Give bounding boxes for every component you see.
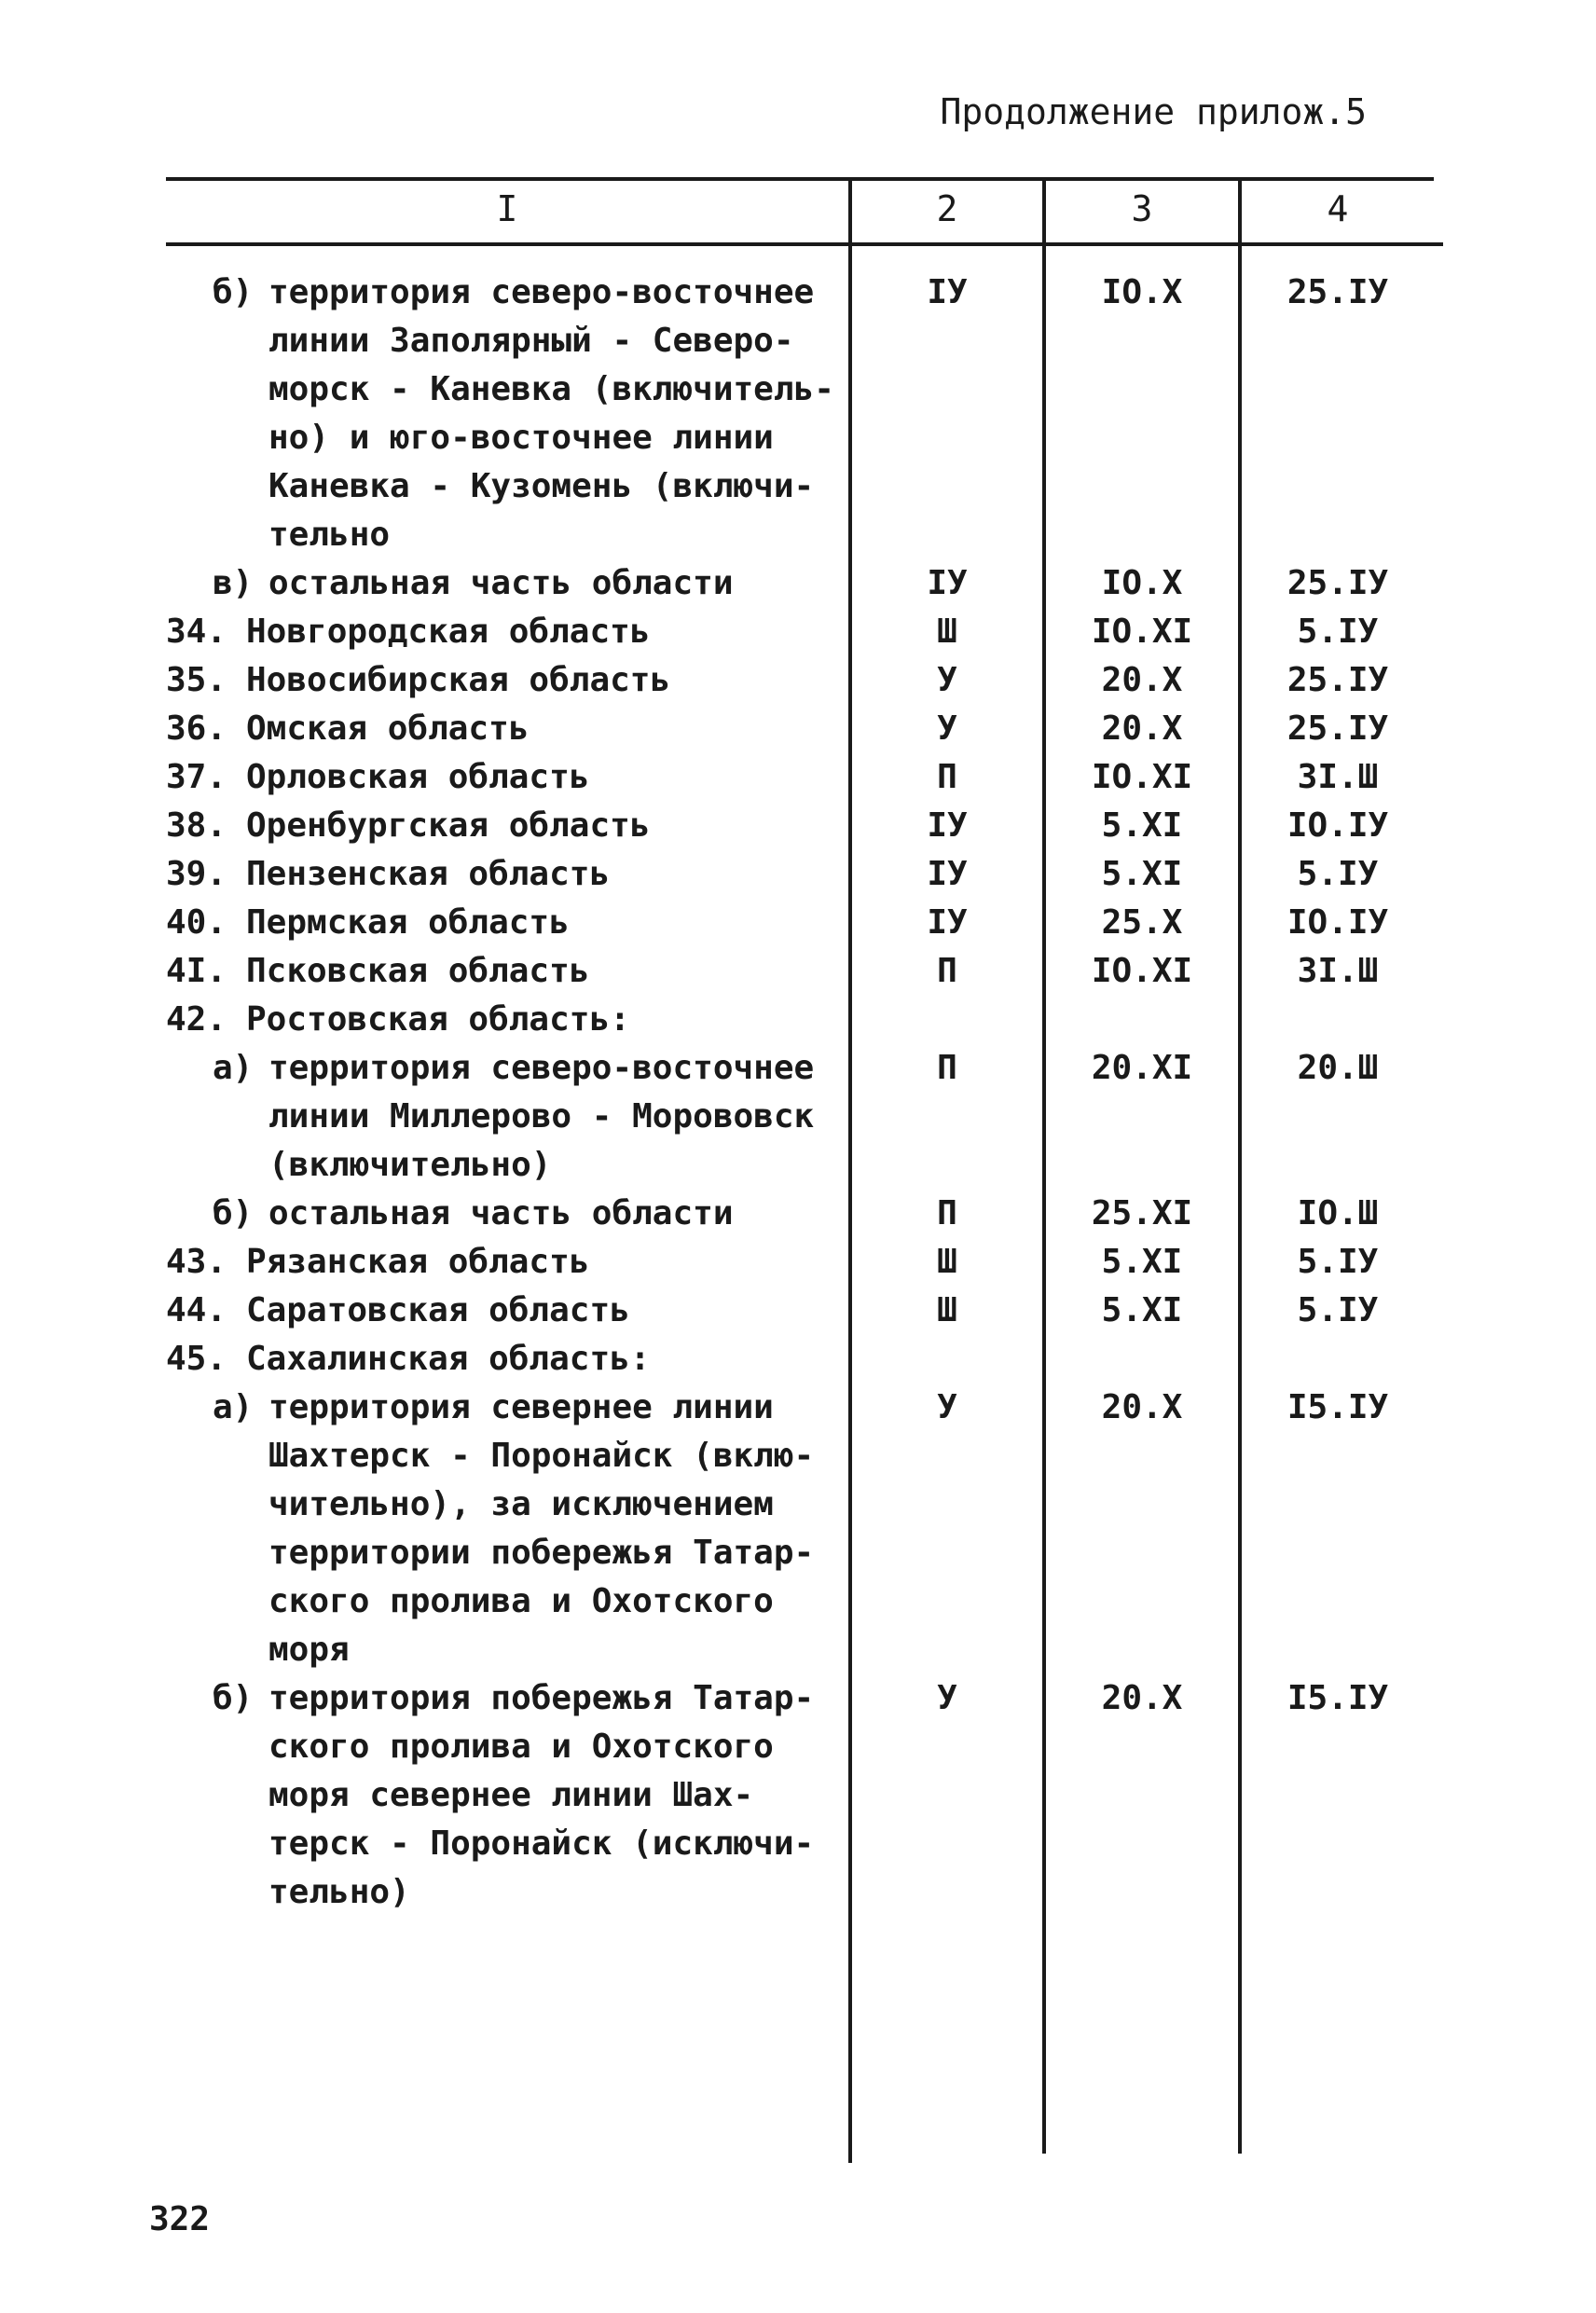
item-number: 43. [166, 1243, 227, 1281]
start-date-cell: 5.XI [1101, 1291, 1183, 1329]
continuation-caption: Продолжение прилож.5 [940, 91, 1367, 132]
end-date-cell: 25.IУ [1286, 661, 1389, 699]
table-header-rule [166, 242, 1443, 246]
region-cell [166, 608, 848, 656]
zone-cell: П [937, 952, 957, 990]
start-date-cell: 20.X [1101, 709, 1183, 748]
table-row [166, 608, 1443, 656]
zone-cell: IУ [927, 903, 968, 942]
end-date-cell: 25.IУ [1286, 709, 1389, 748]
zone-cell: Ш [937, 1243, 957, 1281]
start-date-cell: 25.XI [1091, 1194, 1193, 1232]
end-date-cell: IO.IУ [1286, 903, 1389, 942]
region-name: Саратовская область [246, 1291, 630, 1329]
table-row [166, 947, 1443, 996]
start-date-cell: IO.XI [1091, 613, 1193, 651]
item-number: 45. [166, 1340, 227, 1378]
end-date-cell: 25.IУ [1286, 273, 1389, 311]
zone-cell: IУ [927, 855, 968, 893]
item-number: 38. [166, 806, 227, 845]
region-name: Пермская область [246, 903, 570, 942]
table-row [166, 559, 1443, 608]
start-date-cell: IO.XI [1091, 952, 1193, 990]
region-cell [166, 802, 848, 850]
table-row [166, 1287, 1443, 1335]
start-date-cell: 20.X [1101, 661, 1183, 699]
region-cell [166, 1384, 848, 1674]
start-date-cell: IO.X [1101, 273, 1183, 311]
region-name: Новосибирская область [246, 661, 671, 699]
table-body [166, 268, 1443, 1917]
item-number: 44. [166, 1291, 227, 1329]
item-number: 42. [166, 1000, 227, 1039]
region-name: остальная часть области [268, 1194, 734, 1232]
region-cell [166, 996, 848, 1044]
sub-item-label: а) [213, 1388, 254, 1426]
zone-cell: У [937, 709, 957, 748]
end-date-cell: IO.Ш [1297, 1194, 1379, 1232]
zone-cell: Ш [937, 613, 957, 651]
zone-cell: IУ [927, 273, 968, 311]
start-date-cell: 20.XI [1091, 1049, 1193, 1087]
table-row [166, 753, 1443, 802]
item-number: 36. [166, 709, 227, 748]
table-row [166, 802, 1443, 850]
start-date-cell: 20.X [1101, 1679, 1183, 1717]
page-number: 322 [149, 2200, 211, 2238]
table-row [166, 1674, 1443, 1917]
region-name: Ростовская область: [246, 1000, 630, 1039]
zone-cell: У [937, 1679, 957, 1717]
end-date-cell: 25.IУ [1286, 564, 1389, 602]
region-cell [166, 1044, 848, 1190]
start-date-cell: IO.X [1101, 564, 1183, 602]
zone-cell: П [937, 1049, 957, 1087]
region-cell [166, 656, 848, 705]
header-col-2: 2 [936, 188, 958, 229]
region-name: Сахалинская область: [246, 1340, 651, 1378]
end-date-cell: 20.Ш [1297, 1049, 1379, 1087]
sub-item-label: б) [213, 1194, 254, 1232]
region-name: территория побережья Татар- ского пролива и Охотского моря севернее линии Шах- терск - Поронайск (исключи- тельно) [268, 1679, 815, 1911]
region-cell [166, 899, 848, 947]
zone-cell: У [937, 661, 957, 699]
region-name: Пензенская область [246, 855, 611, 893]
region-name: Оренбургская область [246, 806, 651, 845]
item-number: 4I. [166, 952, 227, 990]
end-date-cell: IO.IУ [1286, 806, 1389, 845]
end-date-cell: 5.IУ [1297, 855, 1379, 893]
region-cell [166, 705, 848, 753]
region-cell [166, 1335, 848, 1384]
item-number: 35. [166, 661, 227, 699]
end-date-cell: 5.IУ [1297, 1291, 1379, 1329]
table-row [166, 996, 1443, 1044]
end-date-cell: 3I.Ш [1297, 758, 1379, 796]
sub-item-label: б) [213, 273, 254, 311]
zone-cell: П [937, 1194, 957, 1232]
region-cell [166, 753, 848, 802]
zone-cell: Ш [937, 1291, 957, 1329]
end-date-cell: 5.IУ [1297, 613, 1379, 651]
item-number: 40. [166, 903, 227, 942]
header-col-1: I [496, 188, 518, 229]
zone-cell: У [937, 1388, 957, 1426]
start-date-cell: IO.XI [1091, 758, 1193, 796]
end-date-cell: 3I.Ш [1297, 952, 1379, 990]
region-cell [166, 850, 848, 899]
start-date-cell: 5.XI [1101, 855, 1183, 893]
table-row [166, 899, 1443, 947]
sub-item-label: а) [213, 1049, 254, 1087]
region-cell [166, 1287, 848, 1335]
region-name: территория северо-восточнее линии Заполярный - Северо- морск - Каневка (включитель- но) и юго-восточнее линии Каневка - Кузомень (включи- тельно [268, 273, 834, 554]
end-date-cell: I5.IУ [1286, 1679, 1389, 1717]
zone-cell: IУ [927, 564, 968, 602]
start-date-cell: 25.X [1101, 903, 1183, 942]
region-name: Новгородская область [246, 613, 651, 651]
region-cell [166, 1238, 848, 1287]
start-date-cell: 20.X [1101, 1388, 1183, 1426]
region-name: Орловская область [246, 758, 590, 796]
table-row [166, 1335, 1443, 1384]
table-top-rule [166, 177, 1434, 181]
end-date-cell: I5.IУ [1286, 1388, 1389, 1426]
table-row [166, 850, 1443, 899]
table-row [166, 656, 1443, 705]
item-number: 39. [166, 855, 227, 893]
region-name: территория северо-восточнее линии Миллерово - Морововск (включительно) [268, 1049, 815, 1184]
header-col-3: 3 [1131, 188, 1153, 229]
region-name: территория севернее линии Шахтерск - Поронайск (вклю- чительно), за исключением территории побережья Татар- ского пролива и Охотского моря [268, 1388, 815, 1669]
item-number: 34. [166, 613, 227, 651]
region-name: Рязанская область [246, 1243, 590, 1281]
table-row [166, 1238, 1443, 1287]
table-row [166, 268, 1443, 559]
zone-cell: П [937, 758, 957, 796]
end-date-cell: 5.IУ [1297, 1243, 1379, 1281]
data-table [166, 177, 1443, 2163]
item-number: 37. [166, 758, 227, 796]
region-name: остальная часть области [268, 564, 734, 602]
sub-item-label: в) [213, 564, 254, 602]
start-date-cell: 5.XI [1101, 1243, 1183, 1281]
header-col-4: 4 [1327, 188, 1349, 229]
region-cell [166, 268, 848, 559]
region-cell [166, 947, 848, 996]
region-cell [166, 1674, 848, 1917]
table-row [166, 705, 1443, 753]
sub-item-label: б) [213, 1679, 254, 1717]
table-row [166, 1384, 1443, 1674]
start-date-cell: 5.XI [1101, 806, 1183, 845]
table-row [166, 1044, 1443, 1190]
region-name: Омская область [246, 709, 530, 748]
table-row [166, 1190, 1443, 1238]
region-cell [166, 559, 848, 608]
region-name: Псковская область [246, 952, 590, 990]
zone-cell: IУ [927, 806, 968, 845]
region-cell [166, 1190, 848, 1238]
